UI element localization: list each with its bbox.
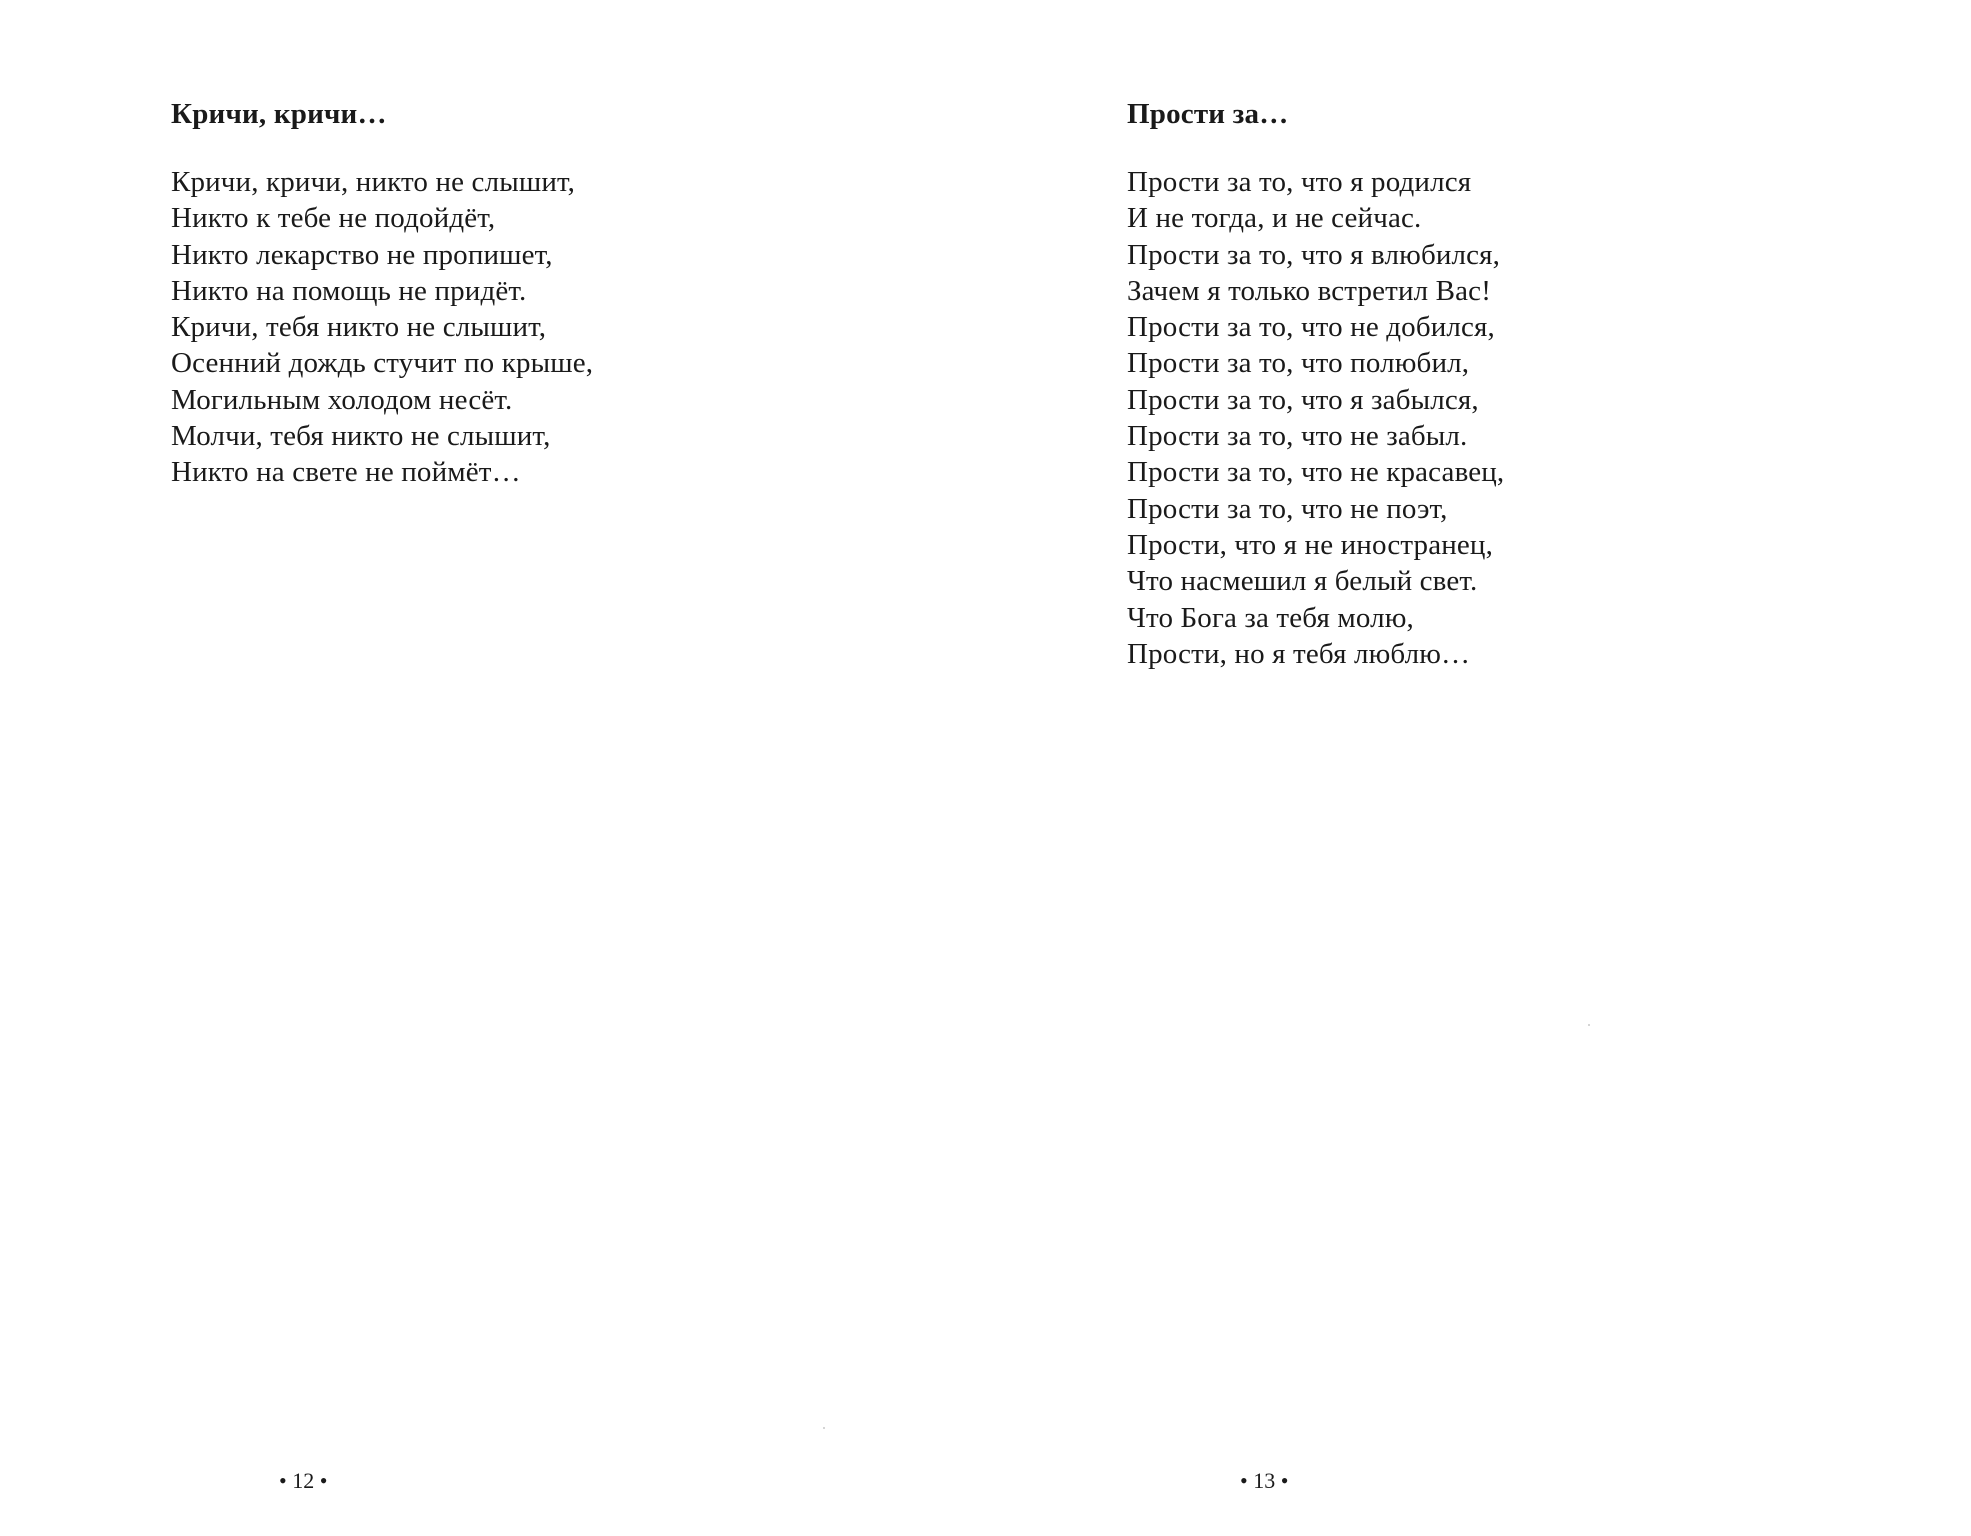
poem-title: Прости за…: [1127, 98, 1289, 130]
poem-line: Никто к тебе не подойдёт,: [171, 202, 496, 235]
poem-lines: [171, 164, 593, 491]
poem-line: Прости за то, что я родился: [1127, 166, 1472, 198]
poem-line: Осенний дождь стучит по крыше,: [171, 347, 594, 380]
paper-speck: [823, 1427, 825, 1429]
poem-line: Прости, но я тебя люблю…: [1127, 637, 1471, 670]
poem-line: Кричи, кричи, никто не слышит,: [171, 166, 576, 198]
poem-lines: [1127, 164, 1504, 672]
poem-line: Кричи, тебя никто не слышит,: [171, 311, 547, 344]
poem-line: Зачем я только встретил Вас!: [1127, 274, 1492, 307]
poem-line: Прости за то, что полюбил,: [1127, 347, 1470, 380]
paper-speck: [1588, 1024, 1590, 1026]
poem-line: Молчи, тебя никто не слышит,: [171, 420, 551, 453]
poem-line: Никто на свете не поймёт…: [171, 456, 521, 489]
left-page: [0, 0, 985, 1536]
poem-line: Прости за то, что я влюбился,: [1127, 238, 1501, 271]
poem-line: Прости, что я не иностранец,: [1127, 528, 1493, 561]
page-number-right: • 13 •: [1240, 1468, 1289, 1493]
poem-title: Кричи, кричи…: [171, 98, 387, 130]
poem-line: Никто на помощь не придёт.: [171, 274, 527, 307]
poem-line: Прости за то, что не добился,: [1127, 311, 1495, 344]
poem-line: Никто лекарство не пропишет,: [171, 238, 553, 271]
poem-line: Прости за то, что не поэт,: [1127, 492, 1448, 525]
poem-line: Прости за то, что не забыл.: [1127, 420, 1468, 453]
poem-line: Прости за то, что я забылся,: [1127, 383, 1479, 416]
page-number-left: • 12 •: [279, 1468, 328, 1493]
poem-line: Могильным холодом несёт.: [171, 383, 513, 416]
poem-line: И не тогда, и не сейчас.: [1127, 202, 1422, 235]
poem-line: Прости за то, что не красавец,: [1127, 456, 1505, 489]
poem-right: [1127, 94, 1504, 672]
poem-line: Что Бога за тебя молю,: [1127, 601, 1414, 634]
right-page: [985, 0, 1971, 1536]
poem-line: Что насмешил я белый свет.: [1127, 565, 1478, 598]
poem-left: [171, 94, 593, 491]
